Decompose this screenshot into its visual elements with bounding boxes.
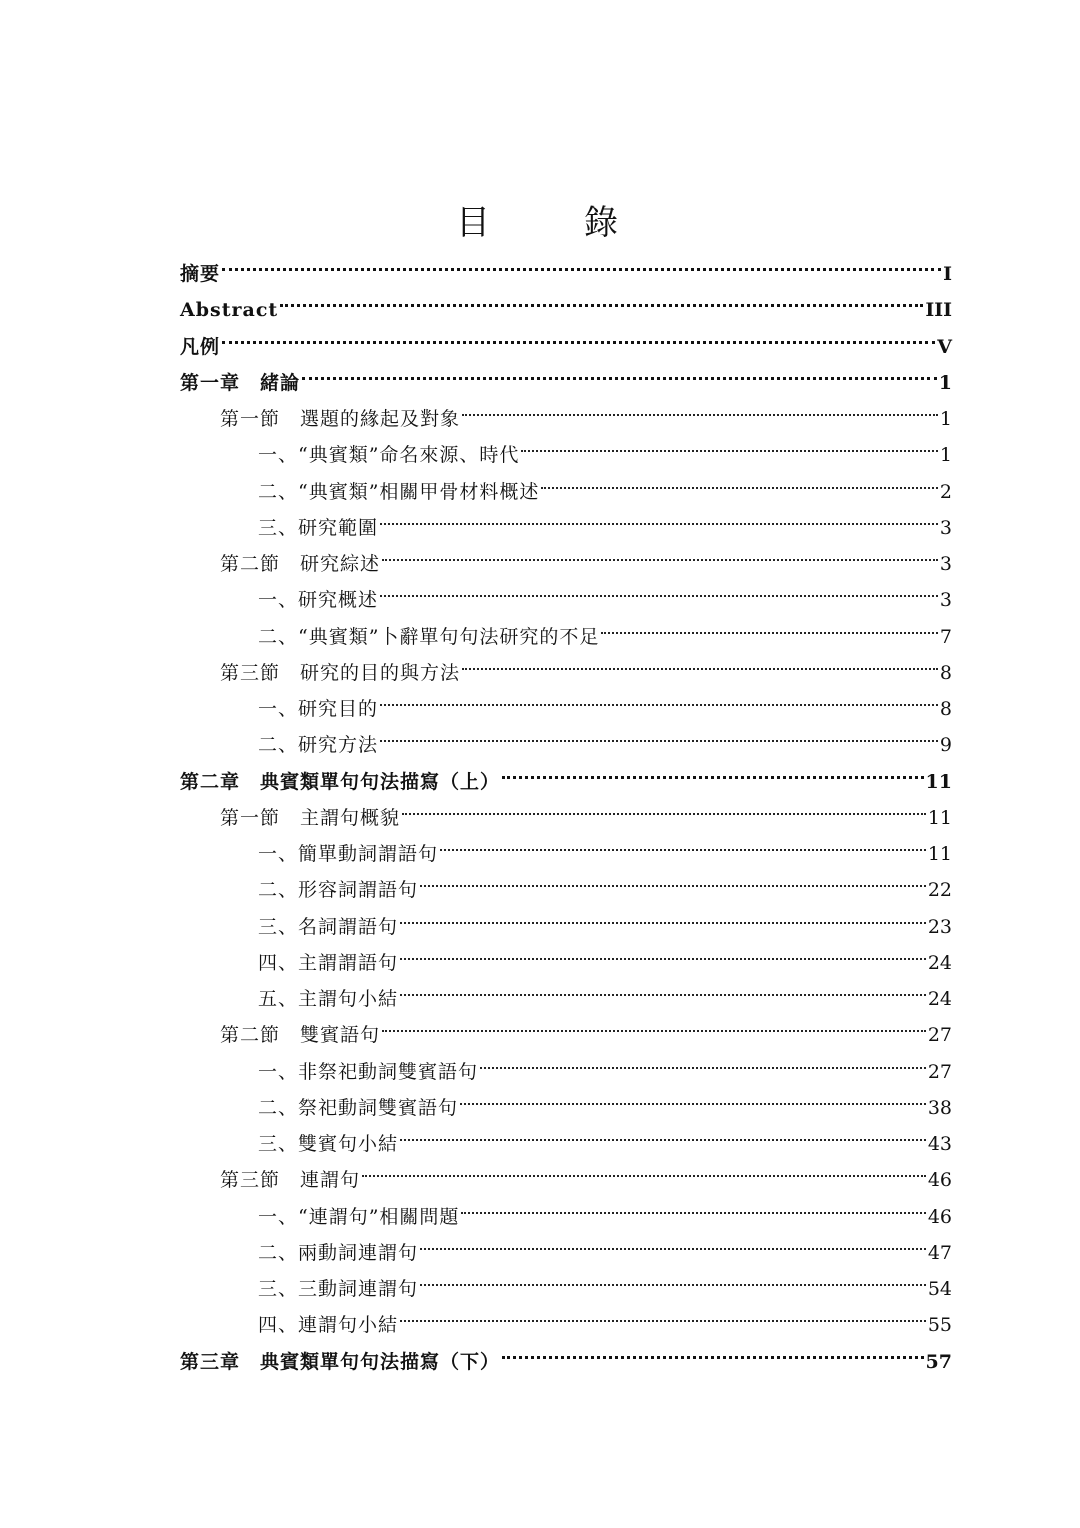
toc-entry-label: 一、簡單動詞謂語句 [258, 843, 439, 865]
dot-leader [382, 534, 938, 570]
toc-entry-page-number: 3 [939, 589, 952, 612]
toc-entry-label: 第一節 主謂句概貌 [220, 806, 401, 829]
dot-leader [420, 1223, 926, 1259]
toc-entry-label: 摘要 [180, 263, 221, 285]
dot-leader [521, 425, 937, 461]
toc-entry-page-number: 22 [927, 879, 952, 902]
dot-leader [400, 933, 926, 969]
toc-entry-label: 二、研究方法 [258, 734, 379, 757]
dot-leader [462, 389, 938, 425]
toc-entry-label: 四、主謂謂語句 [258, 951, 399, 974]
toc-entry-label: 二、“典賓類”相關甲骨材料概述 [258, 480, 540, 503]
toc-entry-page-number: 24 [927, 951, 952, 974]
dot-leader [420, 1259, 926, 1295]
dot-leader [502, 1332, 924, 1368]
toc-entry-page-number: 2 [939, 480, 952, 503]
toc-entry-label: 第三節 研究的目的與方法 [220, 661, 461, 684]
toc-entry-page-number: 7 [939, 625, 952, 648]
toc-entry-page-number: 11 [927, 806, 952, 829]
toc-entry-label: 一、非祭祀動詞雙賓語句 [258, 1060, 479, 1083]
dot-leader [380, 570, 938, 606]
toc-entry-label: 三、雙賓句小結 [258, 1133, 399, 1155]
dot-leader [382, 1005, 926, 1041]
toc-entry-page-number: 11 [925, 770, 952, 793]
dot-leader [601, 607, 937, 643]
dot-leader [480, 1042, 926, 1078]
toc-entry[interactable] [180, 317, 952, 358]
toc-entry-label: 第二章 典賓類單句句法描寫（上） [180, 770, 501, 793]
toc-entry-label: 第三章 典賓類單句句法描寫（下） [180, 1350, 501, 1373]
toc-entry-page-number: 1 [939, 444, 952, 467]
toc-entry-label: 第二節 研究綜述 [220, 553, 381, 575]
toc-entry-label: 一、研究目的 [258, 698, 379, 720]
toc-entry-label: 四、連謂句小結 [258, 1314, 399, 1337]
toc-entry-page-number: 55 [927, 1314, 952, 1337]
toc-entry-label: 二、“典賓類”卜辭單句句法研究的不足 [258, 625, 600, 648]
toc-entry-label: 一、研究概述 [258, 589, 379, 612]
toc-entry-page-number: 24 [927, 988, 952, 1010]
toc-entry[interactable] [180, 244, 952, 285]
toc-entry-label: 一、“典賓類”命名來源、時代 [258, 444, 520, 467]
toc-entry-page-number: 46 [927, 1169, 952, 1192]
toc-entry-label: 第二節 雙賓語句 [220, 1024, 381, 1047]
toc-entry-page-number: 43 [927, 1133, 952, 1155]
dot-leader [380, 498, 938, 534]
toc-entry-label: 二、形容詞謂語句 [258, 879, 419, 902]
dot-leader [461, 1187, 925, 1223]
toc-entry-label: 三、研究範圍 [258, 516, 379, 539]
toc-entry-page-number: 47 [927, 1241, 952, 1264]
toc-entry-page-number: 54 [927, 1278, 952, 1300]
dot-leader [400, 1114, 926, 1150]
page-title: 目 錄 [456, 202, 648, 243]
toc-entry-label: Abstract [180, 299, 279, 322]
dot-leader [380, 679, 938, 715]
toc-entry-page-number: 23 [927, 915, 952, 938]
toc-entry-label: 二、祭祀動詞雙賓語句 [258, 1096, 459, 1119]
toc-entry-page-number: 11 [927, 843, 952, 865]
table-of-contents [180, 244, 952, 1373]
dot-leader [380, 715, 938, 751]
dot-leader [222, 317, 935, 353]
dot-leader [402, 788, 926, 824]
toc-entry-label: 五、主謂句小結 [258, 988, 399, 1010]
toc-entry-page-number: 9 [939, 734, 952, 757]
dot-leader [362, 1150, 926, 1186]
toc-entry-page-number: I [943, 263, 952, 285]
toc-entry-label: 第一節 選題的緣起及對象 [220, 408, 461, 430]
dot-leader [400, 897, 926, 933]
toc-entry-page-number: 8 [939, 698, 952, 720]
toc-entry-page-number: 1 [938, 371, 952, 394]
toc-entry-label: 凡例 [180, 335, 221, 358]
dot-leader [420, 860, 926, 896]
toc-entry-label: 一、“連謂句”相關問題 [258, 1205, 460, 1228]
dot-leader [400, 969, 926, 1005]
toc-entry-label: 第三節 連謂句 [220, 1169, 361, 1192]
dot-leader [541, 462, 937, 498]
toc-entry-page-number: 27 [927, 1024, 952, 1047]
toc-entry-page-number: 57 [925, 1350, 952, 1373]
toc-entry-page-number: 3 [939, 516, 952, 539]
dot-leader [222, 244, 941, 280]
toc-entry-page-number: 46 [927, 1205, 952, 1228]
toc-entry[interactable] [180, 280, 952, 322]
toc-entry-page-number: 8 [939, 661, 952, 684]
toc-entry-page-number: 1 [939, 408, 952, 430]
dot-leader [280, 280, 923, 316]
toc-entry-label: 三、三動詞連謂句 [258, 1278, 419, 1300]
toc-entry-page-number: 27 [927, 1060, 952, 1083]
toc-entry-label: 第一章 緒論 [180, 371, 301, 394]
toc-entry-page-number: III [925, 299, 952, 322]
dot-leader [440, 824, 926, 860]
dot-leader [460, 1078, 926, 1114]
dot-leader [302, 353, 937, 389]
dot-leader [462, 643, 938, 679]
dot-leader [502, 752, 924, 788]
toc-entry-label: 三、名詞謂語句 [258, 915, 399, 938]
toc-entry-page-number: V [937, 335, 952, 358]
toc-entry-page-number: 3 [939, 553, 952, 575]
toc-entry-page-number: 38 [927, 1096, 952, 1119]
toc-entry[interactable] [180, 353, 952, 394]
toc-entry-label: 二、兩動詞連謂句 [258, 1241, 419, 1264]
dot-leader [400, 1295, 926, 1331]
